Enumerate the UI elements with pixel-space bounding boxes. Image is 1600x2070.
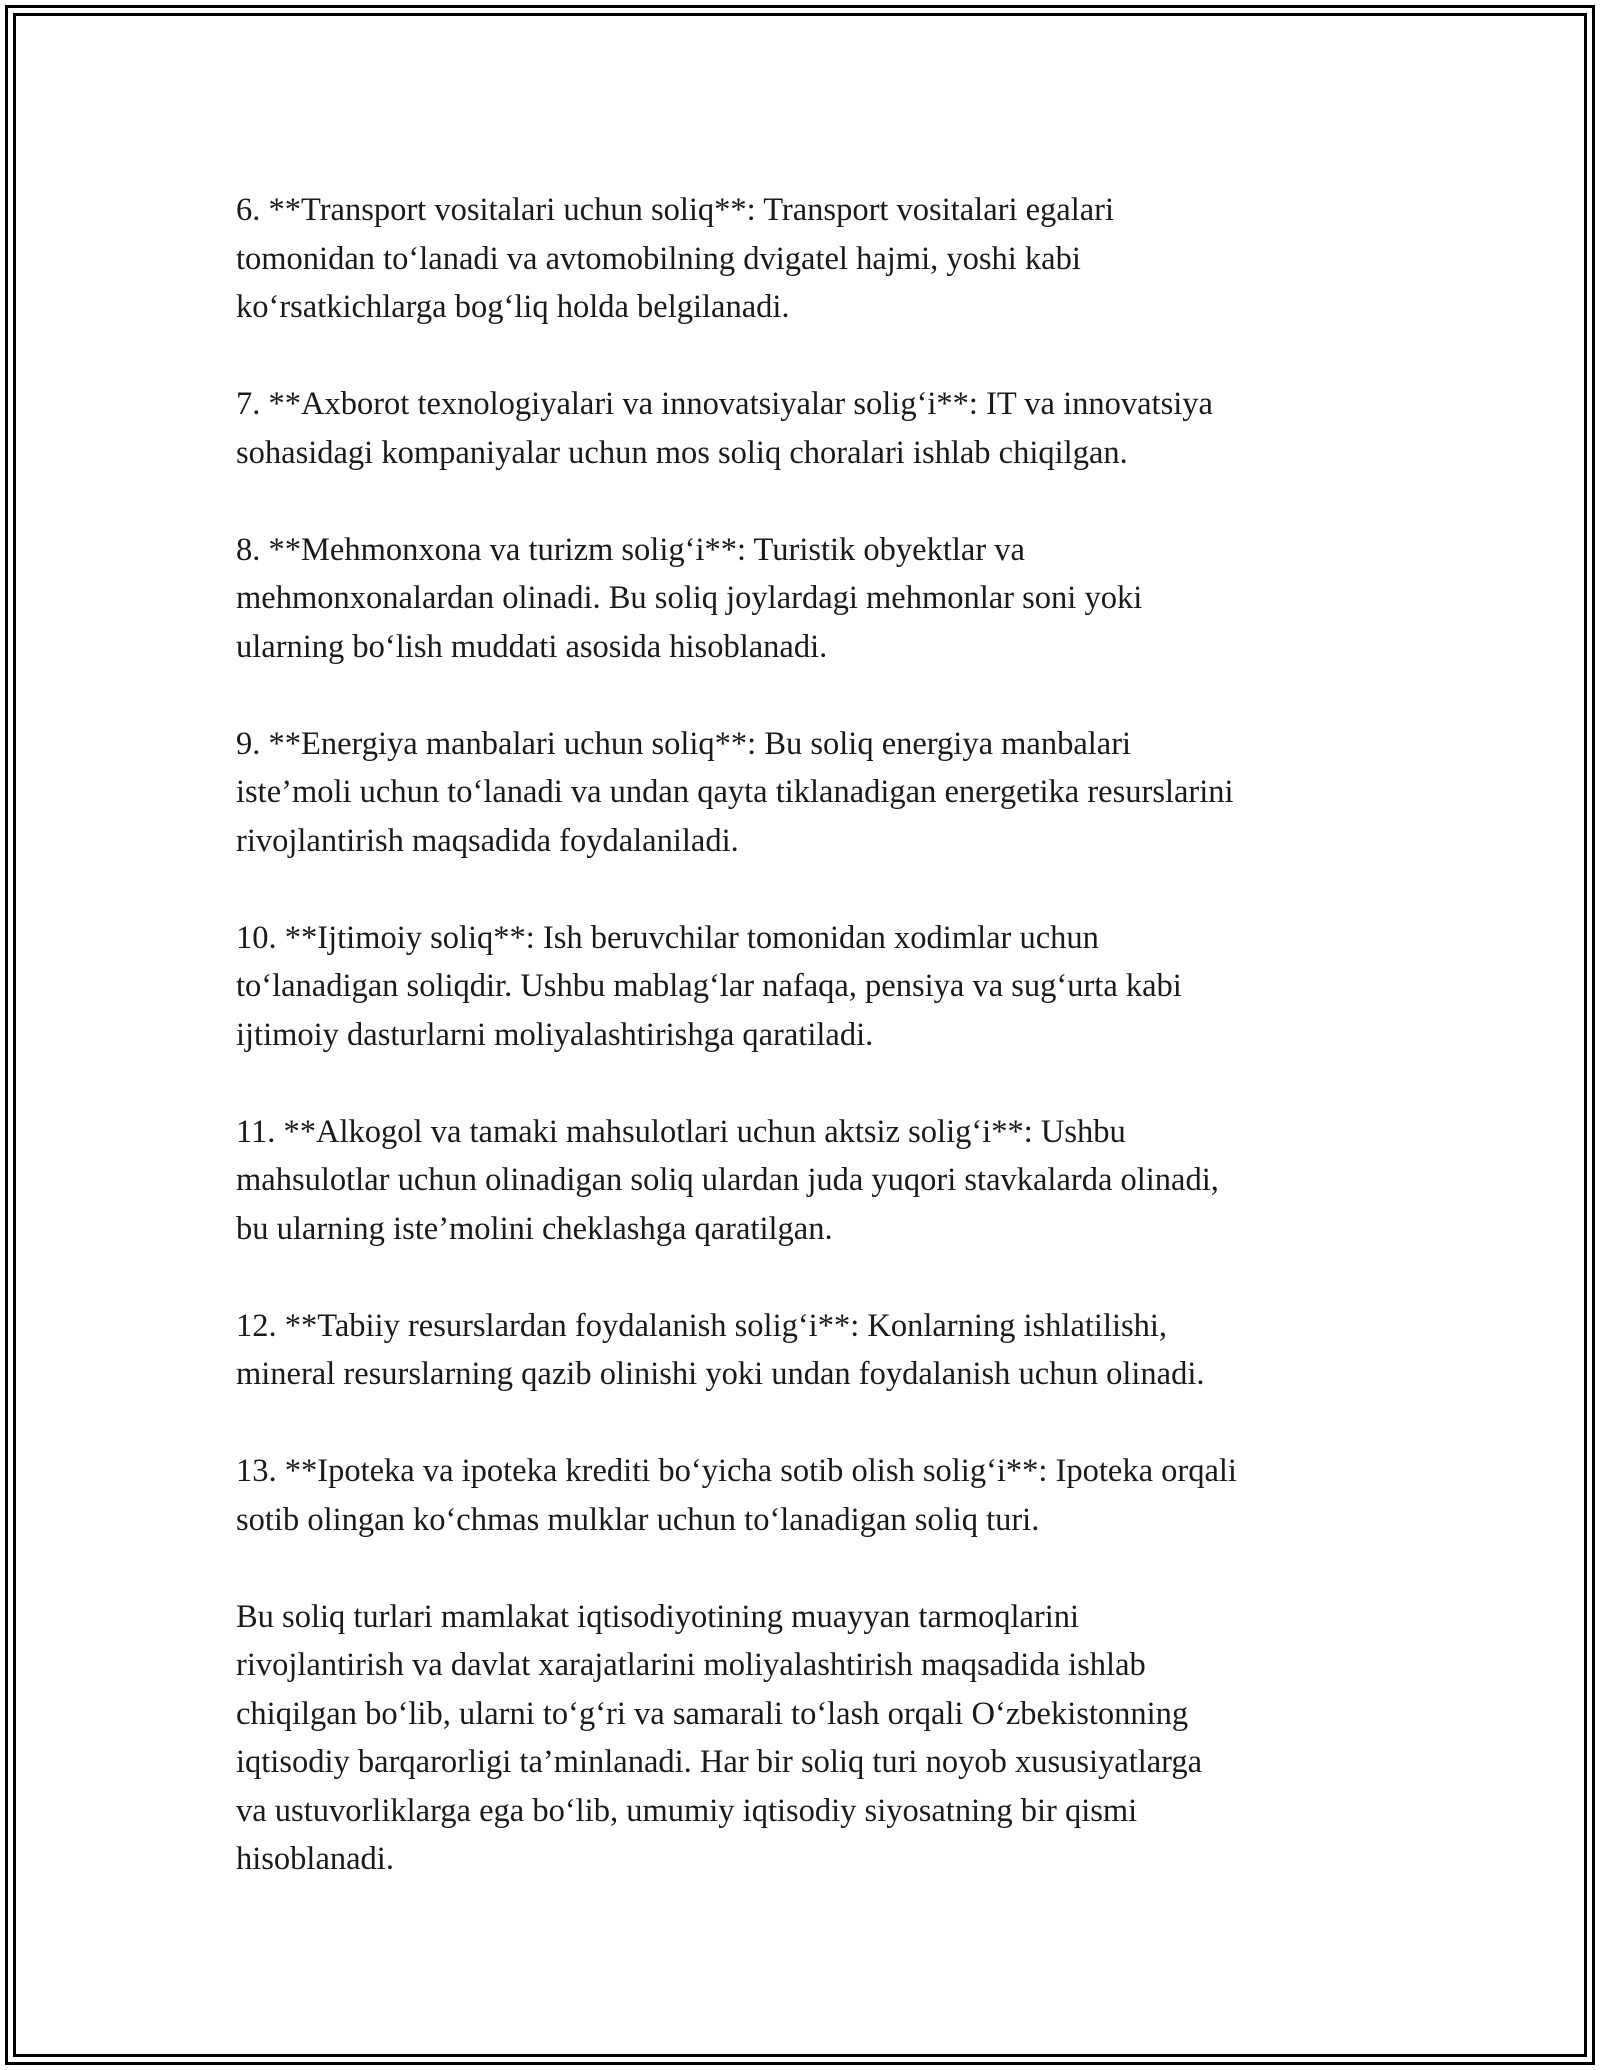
paragraph-energy-tax: 9. **Energiya manbalari uchun soliq**: Bu soliq energiya manbalari iste’moli uchun to‘lanadi va undan qayta tiklanadigan energetika resurslarini rivojlantirish maqsadida foydalaniladi. <box>236 725 1234 859</box>
paragraph-it-tax: 7. **Axborot texnologiyalari va innovatsiyalar solig‘i**: IT va innovatsiya sohasidagi kompaniyalar uchun mos soliq choralari ishlab chiqilgan. <box>236 386 1213 471</box>
paragraph-conclusion: Bu soliq turlari mamlakat iqtisodiyotining muayyan tarmoqlarini rivojlantirish va davlat xarajatlarini moliyalashtirish maqsadida ishlab chiqilgan bo‘lib, ularni to‘g‘ri va samarali to‘lash orqali O‘zbekistonning iqtisodiy barqarorligi ta’minlanadi. Har bir soliq turi noyob xususiyatlarga va ustuvorliklarga ega bo‘lib, umumiy iqtisodiy siyosatning bir qismi hisoblanadi. <box>236 1598 1203 1877</box>
paragraph-hotel-tourism-tax: 8. **Mehmonxona va turizm solig‘i**: Turistik obyektlar va mehmonxonalardan olinadi. Bu soliq joylardagi mehmonlar soni yoki ularning bo‘lish muddati asosida hisoblanadi. <box>236 531 1143 665</box>
document-body <box>236 186 1366 1932</box>
paragraph-natural-resources-tax: 12. **Tabiiy resurslardan foydalanish solig‘i**: Konlarning ishlatilishi, mineral resurslarning qazib olinishi yoki undan foydalanish uchun olinadi. <box>236 1307 1205 1392</box>
paragraph-excise-tax: 11. **Alkogol va tamaki mahsulotlari uchun aktsiz solig‘i**: Ushbu mahsulotlar uchun olinadigan soliq ulardan juda yuqori stavkalarda olinadi, bu ularning iste’molini cheklashga qaratilgan. <box>236 1113 1219 1247</box>
paragraph-social-tax: 10. **Ijtimoiy soliq**: Ish beruvchilar tomonidan xodimlar uchun to‘lanadigan soliqdir. Ushbu mablag‘lar nafaqa, pensiya va sug‘urta kabi ijtimoiy dasturlarni moliyalashtirishga qaratiladi. <box>236 919 1182 1053</box>
paragraph-mortgage-tax: 13. **Ipoteka va ipoteka krediti bo‘yicha sotib olish solig‘i**: Ipoteka orqali sotib olingan ko‘chmas mulklar uchun to‘lanadigan soliq turi. <box>236 1453 1237 1538</box>
paragraph-transport-tax: 6. **Transport vositalari uchun soliq**: Transport vositalari egalari tomonidan to‘lanadi va avtomobilning dvigatel hajmi, yoshi kabi ko‘rsatkichlarga bog‘liq holda belgilanadi. <box>236 192 1115 325</box>
